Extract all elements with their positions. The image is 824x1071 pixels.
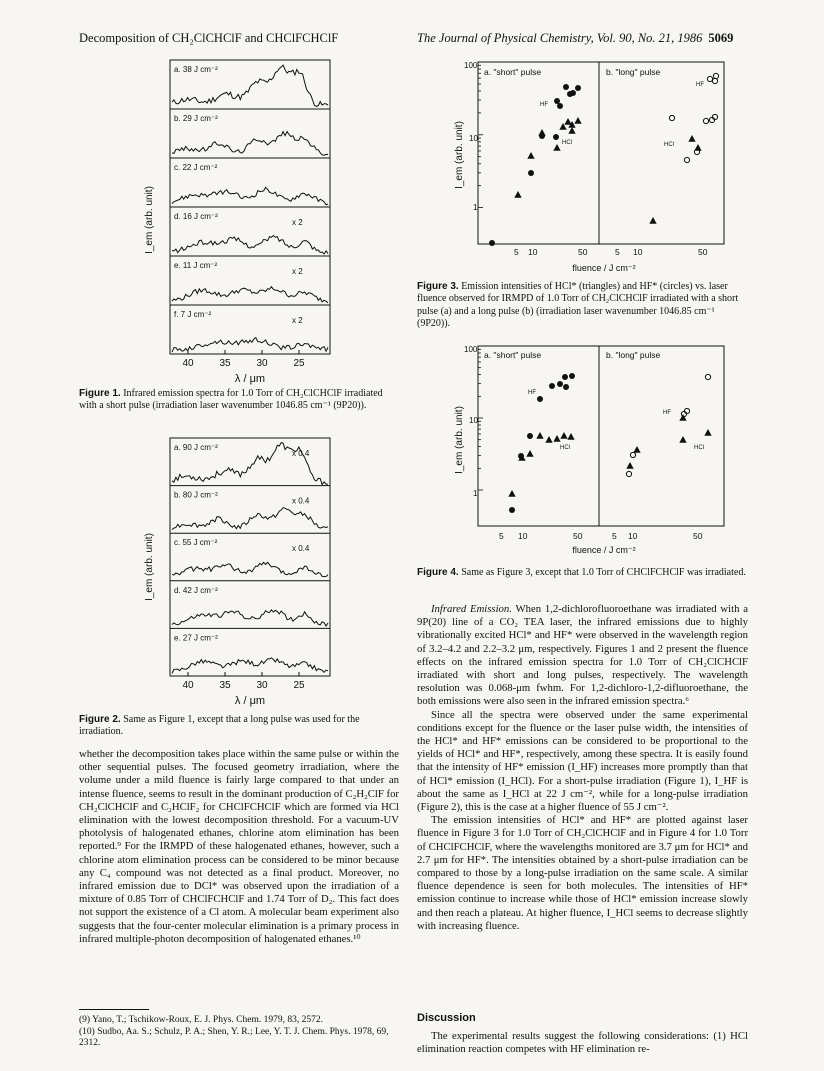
- figure-4-hcl-label-a: HCl: [560, 445, 570, 451]
- spectrum-multiplier: x 0.4: [292, 449, 310, 458]
- figure-2-ylabel: I_em (arb. unit): [144, 533, 155, 601]
- figure-3-caption-text: Emission intensities of HCl* (triangles) and HF* (circles) vs. laser fluence observed for IRMPD of 1.0 Torr of CH₂ClCHClF irradiated with a short pulse (a) and a long pulse (b) (irradiation laser wavenumber 1046.85 cm⁻¹ (9P20)).: [417, 281, 739, 330]
- hf-point: [703, 118, 708, 123]
- hf-point: [509, 507, 515, 513]
- figure-4-panel-b-label: b. "long" pulse: [606, 350, 661, 360]
- hcl-point: [561, 433, 567, 439]
- figure-1-caption-label: Figure 1.: [79, 388, 121, 399]
- hf-point: [712, 114, 717, 119]
- spectrum-panel-label: c. 22 J cm⁻²: [174, 163, 218, 172]
- hcl-point: [680, 437, 686, 443]
- hf-point: [527, 433, 533, 439]
- spectrum-multiplier: x 0.4: [292, 544, 310, 554]
- hcl-point: [705, 430, 711, 436]
- x-tick-label: 40: [182, 358, 194, 369]
- hcl-point: [515, 192, 521, 198]
- figure-3-xtick-a-5: 5: [514, 247, 519, 257]
- figure-1-caption: [79, 388, 397, 413]
- spectrum-trace: [172, 187, 328, 205]
- spectrum-multiplier: x 0.4: [292, 496, 310, 506]
- figure-3-xlabel: fluence / J cm⁻²: [572, 263, 636, 273]
- hcl-point: [509, 491, 515, 497]
- x-tick-label: 25: [293, 358, 305, 369]
- paragraph-3: The emission intensities of HCl* and HF* are plotted against laser fluence in Figure 3 for 1.0 Torr of CH₂ClCHClF and in Figure 4 for 1.0 Torr of CHClFCHClF, where the wavelengths monitored are 3.7 μm for HCl* and 2.7 μm for HF*. The intensities obtained by a short-pulse irradiation can be compared to those by a long-pulse irradiation on the same scale. A similar fluence dependence is seen for both molecules. The intensities of HF* emission continue to increase while those of HCl* emission increase slowly and then reach a plateau. At higher fluence, I_HCl seems to decrease slightly with increasing fluence.: [417, 814, 748, 932]
- figure-3-xtick-a-10: 10: [528, 247, 538, 257]
- figure-4-xtick-b-50: 50: [693, 531, 703, 541]
- hcl-point: [537, 433, 543, 439]
- x-tick-label: 30: [256, 680, 268, 691]
- figure-4-ytick-1: 1: [473, 489, 478, 498]
- hf-point: [709, 117, 714, 122]
- spectrum-panel-label: e. 11 J cm⁻²: [174, 261, 218, 270]
- figure-2-xlabel: λ / μm: [234, 695, 266, 707]
- figure-3-hcl-label-b: HCl: [664, 142, 674, 148]
- hf-point: [537, 396, 543, 402]
- hf-point: [567, 91, 573, 97]
- hcl-point: [554, 436, 560, 442]
- figure-3-hcl-label-a: HCl: [562, 140, 572, 146]
- hf-point: [562, 374, 568, 380]
- spectrum-trace: [172, 338, 328, 353]
- hcl-point: [554, 145, 560, 151]
- figure-3: [454, 61, 724, 273]
- spectrum-trace: [172, 610, 328, 626]
- hcl-point: [680, 415, 686, 421]
- figure-3-frame: [478, 62, 724, 244]
- spectrum-trace: [172, 658, 328, 674]
- spectrum-trace: [172, 132, 328, 156]
- figure-4-hf-label-a: HF: [528, 390, 536, 396]
- spectrum-panel-label: d. 16 J cm⁻²: [174, 212, 218, 221]
- figure-3-panel-b-label: b. "long" pulse: [606, 67, 661, 77]
- hf-point: [712, 78, 717, 83]
- spectrum-panel-label: b. 29 J cm⁻²: [174, 114, 218, 123]
- figure-3-panel-a-label: a. "short" pulse: [484, 67, 542, 77]
- spectrum-panel-label: e. 27 J cm⁻²: [174, 633, 218, 643]
- figure-3-xtick-b-50: 50: [698, 247, 708, 257]
- spectrum-trace: [172, 562, 328, 576]
- x-tick-label: 35: [219, 358, 231, 369]
- hf-point: [707, 76, 712, 81]
- hf-point: [705, 374, 710, 379]
- spectrum-multiplier: x 2: [292, 316, 303, 325]
- hcl-point: [575, 118, 581, 124]
- paragraph-1-text: When 1,2-dichlorofluoroethane was irradiated with a 9P(20) line of a CO₂ TEA laser, the infrared emissions due to highly vibrationally excited HCl* and HF* were observed in the wavelength region of 3.2–4.2 and 2.2–3.2 μm, respectively. Figures 1 and 2 present the fluence effects on the infrared emission spectra for 1.0 Torr of CH₂ClCHClF irradiated with short and long pulses, respectively. The wavelength resolution was 0.068-μm fwhm. For 1,2-dichloro-1,2-difluoroethane, the both emissions were also seen in the infrared emission spectra.⁶: [417, 603, 748, 708]
- figure-2-caption: [79, 714, 397, 739]
- figure-4-caption-label: Figure 4.: [417, 567, 459, 578]
- x-tick-label: 25: [293, 680, 305, 691]
- spectrum-trace: [172, 287, 328, 303]
- hcl-point: [527, 451, 533, 457]
- figure-3-ylabel: I_em (arb. unit): [454, 121, 465, 189]
- spectrum-multiplier: x 2: [292, 218, 303, 227]
- hf-point: [669, 115, 674, 120]
- figure-1-caption-text: Infrared emission spectra for 1.0 Torr of CH₂ClCHClF irradiated with a short pulse (irradiation laser wavenumber 1046.85 cm⁻¹ (9P20)).: [79, 388, 383, 412]
- left-column-text: [79, 748, 399, 946]
- references: [79, 1015, 399, 1050]
- figure-4-xtick-a-50: 50: [573, 531, 583, 541]
- discussion-text: [417, 1030, 748, 1056]
- figure-2-caption-label: Figure 2.: [79, 714, 121, 725]
- figure-3-ytick-10: 10: [469, 134, 478, 143]
- figure-4-hcl-label-b: HCl: [694, 445, 704, 451]
- figure-4-xtick-b-10: 10: [628, 531, 638, 541]
- figure-3-ytick-100: 100: [464, 61, 478, 70]
- hcl-point: [539, 130, 545, 136]
- spectrum-panel-label: b. 80 J cm⁻²: [174, 490, 218, 500]
- discussion-heading: Discussion: [417, 1012, 476, 1024]
- figure-1-ylabel: I_em (arb. unit): [144, 186, 155, 254]
- footnote-rule: [79, 1009, 149, 1010]
- figure-3-caption-label: Figure 3.: [417, 281, 459, 292]
- hf-point: [554, 98, 560, 104]
- figure-4-caption-text: Same as Figure 3, except that 1.0 Torr of CHClFCHClF was irradiated.: [461, 567, 746, 578]
- figure-4-hf-label-b: HF: [663, 410, 671, 416]
- x-tick-label: 30: [256, 358, 268, 369]
- hcl-point: [634, 447, 640, 453]
- hcl-point: [565, 119, 571, 125]
- figure-3-ytick-1: 1: [473, 203, 478, 212]
- hcl-point: [627, 463, 633, 469]
- hf-point: [713, 73, 718, 78]
- running-head-left: Decomposition of CH₂ClCHClF and CHClFCHClF: [79, 31, 339, 45]
- figure-4-xtick-a-10: 10: [518, 531, 528, 541]
- section-heading-infrared-emission: Infrared Emission.: [431, 603, 512, 615]
- reference-10: (10) Sudbo, Aa. S.; Schulz, P. A.; Shen, Y. R.; Lee, Y. T. J. Chem. Phys. 1978, 69, 2312.: [79, 1026, 389, 1048]
- figure-3-caption: [417, 281, 748, 331]
- spectrum-panel-label: c. 55 J cm⁻²: [174, 538, 218, 548]
- hf-point: [684, 408, 689, 413]
- hf-point: [575, 85, 581, 91]
- spectrum-multiplier: x 2: [292, 267, 303, 276]
- figure-2-caption-text: Same as Figure 1, except that a long pulse was used for the irradiation.: [79, 714, 360, 738]
- spectrum-panel-label: d. 42 J cm⁻²: [174, 585, 218, 595]
- hf-point: [549, 383, 555, 389]
- figure-4-ytick-10: 10: [469, 416, 478, 425]
- figure-3-xtick-b-5: 5: [615, 247, 620, 257]
- hf-point: [630, 452, 635, 457]
- figure-4-ylabel: I_em (arb. unit): [454, 406, 465, 474]
- figure-4-xtick-b-5: 5: [612, 531, 617, 541]
- right-column-text: [417, 603, 748, 933]
- hf-point: [553, 134, 559, 140]
- left-paragraph: whether the decomposition takes place within the same pulse or within the other sequential pulses. The focused geometry irradiation, where the volume under a mild fluence is fairly large compared to that under an intense fluence, seems to result in the dominant production of C₂H₂ClF for CH₂ClCHClF and C₂HClF₂ for CHClFCHClF which are formed via HCl elimination with the lowest decomposition threshold. For a vacuum-UV photolysis of halogenated ethanes, chlorine atom elimination has been reported.⁹ For the IRMPD of these halogenated ethanes, however, such a chlorine atom elimination process can be considered to be minor because any C₄ compound was not detected as a final product. Moreover, no infrared emission due to DCl* was observed upon the irradiation of a mixture of 0.85 Torr of CHClFCHClF and 1.74 Torr of D₂. This fact does not support the existence of a Cl atom. A molecular beam experiment also suggests that the four-center molecular elimination is a primary process in infrared multiple-photon decomposition of halogenated ethanes.¹⁰: [79, 748, 399, 945]
- spectrum-panel-label: f. 7 J cm⁻²: [174, 310, 212, 319]
- paragraph-infrared-emission: [417, 603, 748, 709]
- figure-3-hf-label-a: HF: [540, 102, 548, 108]
- journal-name: The Journal of Physical Chemistry, Vol. 90, No. 21, 1986: [417, 31, 703, 45]
- spectrum-trace: [172, 508, 328, 530]
- spectrum-panel-label: a. 38 J cm⁻²: [174, 65, 218, 74]
- figure-4-xlabel: fluence / J cm⁻²: [572, 545, 636, 555]
- figure-3-hf-label-b: HF: [696, 82, 704, 88]
- x-tick-label: 35: [219, 680, 231, 691]
- figure-1-xlabel: λ / μm: [234, 373, 266, 385]
- page-number: 5069: [708, 31, 734, 45]
- figure-4: [454, 345, 724, 555]
- reference-9: (9) Yano, T.; Tschikow-Roux, E. J. Phys. Chem. 1979, 83, 2572.: [79, 1015, 323, 1025]
- figure-4-frame: [478, 346, 724, 526]
- figure-2: [144, 438, 330, 707]
- hcl-point: [569, 128, 575, 134]
- hcl-point: [568, 434, 574, 440]
- figure-4-caption: [417, 567, 748, 579]
- hf-point: [563, 384, 569, 390]
- hcl-point: [650, 218, 656, 224]
- hcl-point: [546, 437, 552, 443]
- hf-point: [684, 157, 689, 162]
- figure-3-xtick-a-50: 50: [578, 247, 588, 257]
- hf-point: [528, 170, 534, 176]
- hf-point: [489, 240, 495, 246]
- spectrum-panel-label: a. 90 J cm⁻²: [174, 443, 218, 452]
- paragraph-4: The experimental results suggest the following considerations: (1) HCl elimination reaction competes with HF elimination re-: [417, 1030, 748, 1056]
- hf-point: [563, 84, 569, 90]
- hcl-point: [528, 153, 534, 159]
- figure-4-panel-a-label: a. "short" pulse: [484, 350, 542, 360]
- hf-point: [557, 103, 563, 109]
- hf-point: [557, 381, 563, 387]
- hcl-point: [689, 136, 695, 142]
- hf-point: [569, 373, 575, 379]
- x-tick-label: 40: [182, 680, 194, 691]
- figure-1: [144, 60, 330, 385]
- figure-4-xtick-a-5: 5: [499, 531, 504, 541]
- hf-point: [518, 453, 524, 459]
- hf-point: [626, 471, 631, 476]
- figure-3-xtick-b-10: 10: [633, 247, 643, 257]
- paragraph-2: Since all the spectra were observed under the same experimental conditions except for the fluence or the laser pulse width, the intensities of the HCl* and HF* emissions can be considered to be proportional to the yields of HCl* and HF*, respectively, among these spectra. It is easily found that the intensity of HF* emission (I_HF) increases more promptly than that of HCl* emission (I_HCl). For a short-pulse irradiation (Figure 1), I_HF is about the same as I_HCl at 22 J cm⁻², while for a long-pulse irradiation (Figure 2), this is the case at a higher fluence of 55 J cm⁻².: [417, 708, 748, 814]
- figure-4-ytick-100: 100: [464, 345, 478, 354]
- spectrum-trace: [172, 236, 328, 255]
